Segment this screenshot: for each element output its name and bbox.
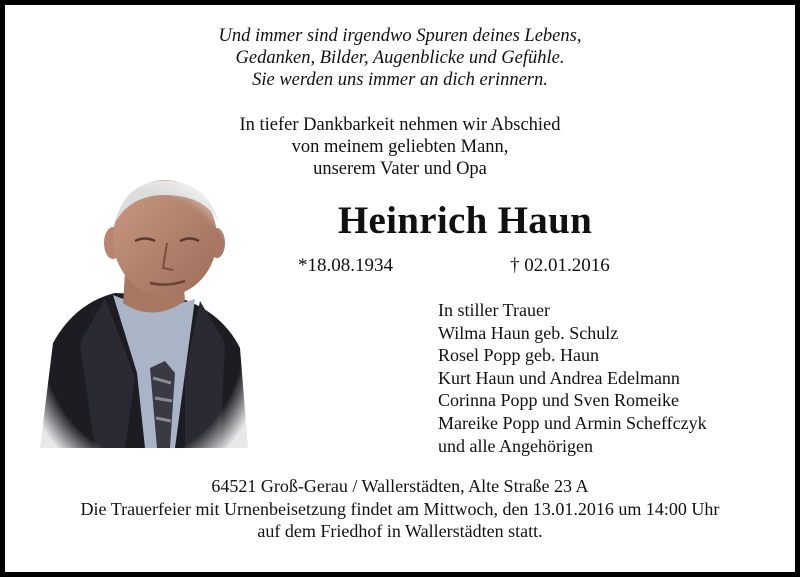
death-date: † 02.01.2016 [510, 255, 610, 276]
intro-line: unserem Vater und Opa [313, 159, 487, 179]
mourner-line: Rosel Popp geb. Haun [438, 345, 599, 366]
intro-line: von meinem geliebten Mann, [291, 137, 509, 157]
address-line: 64521 Groß-Gerau / Wallerstädten, Alte Straße 23 A [211, 476, 589, 496]
mourners-list [438, 299, 707, 457]
verse [5, 25, 795, 91]
mourner-line: Mareike Popp und Armin Scheffczyk [438, 412, 707, 433]
mourner-line: Corinna Popp und Sven Romeike [438, 390, 679, 411]
cemetery-line: auf dem Friedhof in Wallerstädten statt. [257, 521, 543, 541]
mourner-line: und alle Angehörigen [438, 435, 593, 456]
obituary-card [5, 5, 795, 572]
verse-line: Sie werden uns immer an dich erinnern. [252, 70, 548, 90]
intro-line: In tiefer Dankbarkeit nehmen wir Abschied [239, 115, 561, 135]
funeral-details [5, 475, 795, 543]
mourner-line: In stiller Trauer [438, 300, 550, 320]
verse-line: Und immer sind irgendwo Spuren deines Lebens, [218, 26, 582, 46]
mourner-line: Kurt Haun und Andrea Edelmann [438, 367, 680, 388]
mourner-line: Wilma Haun geb. Schulz [438, 322, 619, 343]
intro-text [5, 114, 795, 180]
service-line: Die Trauerfeier mit Urnenbeisetzung findet am Mittwoch, den 13.01.2016 um 14:00 Uhr [80, 498, 720, 519]
deceased-name: Heinrich Haun [337, 199, 593, 242]
birth-date: *18.08.1934 [298, 255, 393, 276]
verse-line: Gedanken, Bilder, Augenblicke und Gefühle. [235, 48, 565, 68]
